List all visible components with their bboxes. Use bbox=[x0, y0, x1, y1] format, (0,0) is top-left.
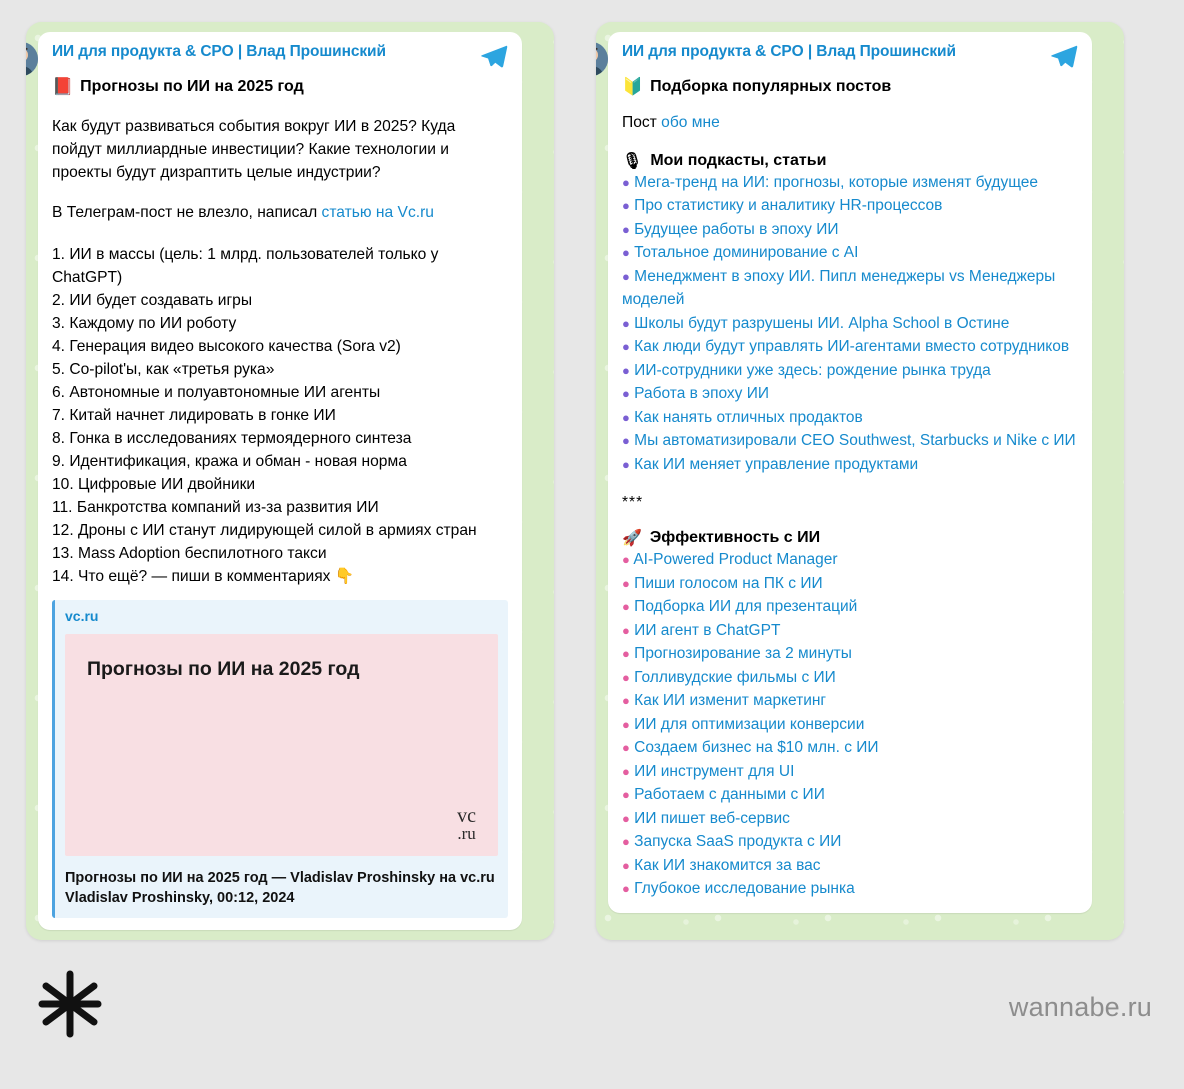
list-item bbox=[622, 619, 1078, 643]
bullet-icon: ● bbox=[622, 386, 630, 402]
bullet-icon: ● bbox=[622, 245, 630, 261]
list-item bbox=[622, 218, 1078, 242]
link-item[interactable]: Про статистику и аналитику HR-процессов bbox=[634, 197, 943, 215]
bullet-icon: ● bbox=[622, 669, 630, 685]
list-item bbox=[622, 241, 1078, 265]
link-item[interactable]: AI-Powered Product Manager bbox=[633, 551, 838, 569]
link-preview-image-title: Прогнозы по ИИ на 2025 год bbox=[87, 658, 360, 681]
rocket-emoji-icon: 🚀 bbox=[622, 530, 642, 548]
list-item: 6. Автономные и полуавтономные ИИ агенты bbox=[52, 384, 381, 402]
badge-emoji-icon: 🔰 bbox=[622, 77, 644, 96]
bullet-icon: ● bbox=[622, 315, 630, 331]
telegram-logo-icon bbox=[1050, 42, 1078, 70]
footer-bar bbox=[0, 944, 1184, 1089]
link-item[interactable]: Глубокое исследование рынка bbox=[634, 880, 855, 898]
link-item[interactable]: Мега-тренд на ИИ: прогнозы, которые изменят будущее bbox=[634, 173, 1039, 191]
list-item bbox=[622, 666, 1078, 690]
about-me-link[interactable]: обо мне bbox=[661, 114, 720, 131]
bullet-icon: ● bbox=[622, 362, 630, 378]
telegram-post-card-right bbox=[596, 22, 1124, 940]
link-item[interactable]: Тотальное доминирование с AI bbox=[634, 244, 859, 262]
bullet-icon: ● bbox=[622, 221, 630, 237]
link-item[interactable]: Как ИИ изменит маркетинг bbox=[634, 692, 827, 710]
efficiency-links-list bbox=[622, 548, 1078, 901]
bullet-icon: ● bbox=[622, 456, 630, 472]
link-item[interactable]: Менеджмент в эпоху ИИ. Пипл менеджеры vs Менеджеры моделей bbox=[622, 267, 1056, 309]
link-item[interactable]: ИИ для оптимизации конверсии bbox=[634, 715, 865, 733]
list-item: 2. ИИ будет создавать игры bbox=[52, 292, 253, 310]
list-item: 13. Mass Adoption беспилотного такси bbox=[52, 545, 327, 563]
microphone-emoji-icon: 🎙 bbox=[622, 152, 643, 170]
bullet-icon: ● bbox=[622, 575, 630, 591]
bullet-icon: ● bbox=[622, 433, 630, 449]
book-emoji-icon: 📕 bbox=[52, 77, 74, 96]
link-item[interactable]: ИИ инструмент для UI bbox=[634, 762, 795, 780]
section-header-efficiency-plain: Эффективность с bbox=[649, 529, 798, 547]
list-item bbox=[622, 265, 1078, 312]
link-item[interactable]: Как люди будут управлять ИИ-агентами вместо сотрудников bbox=[634, 338, 1070, 356]
post-note-paragraph bbox=[52, 202, 508, 225]
message-bubble-right bbox=[608, 32, 1092, 913]
list-item bbox=[622, 760, 1078, 784]
list-item bbox=[622, 877, 1078, 901]
section-divider: *** bbox=[622, 494, 644, 512]
list-item: 3. Каждому по ИИ роботу bbox=[52, 315, 237, 333]
list-item: 8. Гонка в исследованиях термоядерного синтеза bbox=[52, 430, 412, 448]
list-item bbox=[622, 807, 1078, 831]
list-item bbox=[622, 382, 1078, 406]
section-header-efficiency bbox=[622, 528, 1078, 548]
list-item: 12. Дроны с ИИ станут лидирующей силой в армиях стран bbox=[52, 522, 477, 540]
bullet-icon: ● bbox=[622, 646, 630, 662]
link-item[interactable]: ИИ пишет веб-сервис bbox=[634, 809, 790, 827]
list-item bbox=[622, 312, 1078, 336]
link-item[interactable]: Пиши голосом на ПК с ИИ bbox=[634, 574, 823, 592]
list-item bbox=[622, 854, 1078, 878]
vc-logo-bottom: .ru bbox=[457, 824, 476, 844]
section-header-efficiency-bold: ИИ bbox=[797, 529, 821, 547]
link-item[interactable]: ИИ агент в ChatGPT bbox=[634, 621, 781, 639]
list-item: 1. ИИ в массы (цель: 1 млрд. пользователей только у ChatGPT) bbox=[52, 246, 439, 287]
bullet-icon: ● bbox=[622, 740, 630, 756]
list-item bbox=[622, 453, 1078, 477]
message-bubble-left bbox=[38, 32, 522, 930]
section-header-podcasts bbox=[622, 151, 1078, 171]
message-header-right bbox=[622, 42, 1078, 68]
bullet-icon: ● bbox=[622, 268, 630, 284]
list-item bbox=[622, 713, 1078, 737]
link-item[interactable]: Запуска SaaS продукта с ИИ bbox=[634, 833, 842, 851]
telegram-logo-icon bbox=[480, 42, 508, 70]
list-item bbox=[622, 406, 1078, 430]
post-intro-paragraph: Как будут развиваться события вокруг ИИ в 2025? Куда пойдут миллиардные инвестиции? Какие технологии и проекты будут дизраптить целые индустрии? bbox=[52, 118, 456, 181]
link-item[interactable]: Работаем с данными с ИИ bbox=[634, 786, 825, 804]
link-preview[interactable] bbox=[52, 600, 508, 918]
link-preview-subcaption: Vladislav Proshinsky, 00:12, 2024 bbox=[65, 890, 295, 907]
list-item bbox=[622, 642, 1078, 666]
list-item bbox=[622, 689, 1078, 713]
watermark-text: wannabe.ru bbox=[1008, 992, 1152, 1022]
list-item bbox=[622, 359, 1078, 383]
about-prefix: Пост bbox=[622, 114, 662, 131]
link-item[interactable]: ИИ-сотрудники уже здесь: рождение рынка труда bbox=[634, 361, 991, 379]
list-item bbox=[622, 830, 1078, 854]
bullet-icon: ● bbox=[622, 339, 630, 355]
list-item bbox=[622, 572, 1078, 596]
post-title-left bbox=[52, 76, 508, 98]
list-item bbox=[622, 194, 1078, 218]
list-item bbox=[622, 429, 1078, 453]
post-title-right bbox=[622, 76, 1078, 98]
vc-article-link[interactable]: статью на Vc.ru bbox=[321, 204, 434, 222]
section-header-efficiency-text bbox=[650, 529, 820, 547]
bullet-icon: ● bbox=[622, 622, 630, 638]
link-item[interactable]: Как ИИ меняет управление продуктами bbox=[634, 455, 919, 473]
link-item[interactable]: Будущее работы в эпоху ИИ bbox=[634, 220, 839, 238]
link-item[interactable]: Подборка ИИ для презентаций bbox=[634, 598, 858, 616]
post-note-prefix: В Телеграм-пост не влезло, написал bbox=[52, 204, 322, 222]
bullet-icon: ● bbox=[622, 763, 630, 779]
link-item[interactable]: Как ИИ знакомится за вас bbox=[634, 856, 821, 874]
list-item: 11. Банкротства компаний из-за развития ИИ bbox=[52, 499, 379, 517]
list-item: 5. Co-pilot'ы, как «третья рука» bbox=[52, 361, 275, 379]
telegram-post-card-left bbox=[26, 22, 554, 940]
predictions-list bbox=[52, 243, 508, 588]
link-preview-image bbox=[65, 634, 498, 856]
list-item bbox=[622, 335, 1078, 359]
link-item[interactable]: Школы будут разрушены ИИ. Alpha School в Остине bbox=[634, 314, 1010, 332]
link-item[interactable]: Работа в эпоху ИИ bbox=[634, 385, 770, 403]
link-item[interactable]: Как нанять отличных продактов bbox=[634, 408, 863, 426]
podcast-links-list bbox=[622, 171, 1078, 477]
channel-name-left[interactable]: ИИ для продукта & CPO | Влад Прошинский bbox=[52, 43, 386, 60]
list-item bbox=[622, 548, 1078, 572]
bullet-icon: ● bbox=[622, 552, 630, 568]
link-item[interactable]: Прогнозирование за 2 минуты bbox=[634, 645, 852, 663]
bullet-icon: ● bbox=[622, 716, 630, 732]
list-item bbox=[622, 595, 1078, 619]
link-item[interactable]: Мы автоматизировали CEO Southwest, Starbucks и Nike с ИИ bbox=[634, 432, 1076, 450]
bullet-icon: ● bbox=[622, 198, 630, 214]
bullet-icon: ● bbox=[622, 693, 630, 709]
bullet-icon: ● bbox=[622, 787, 630, 803]
list-item bbox=[622, 736, 1078, 760]
post-title-text-left: Прогнозы по ИИ на 2025 год bbox=[80, 78, 304, 95]
list-item bbox=[622, 171, 1078, 195]
link-item[interactable]: Создаем бизнес на $10 млн. с ИИ bbox=[634, 739, 879, 757]
bullet-icon: ● bbox=[622, 599, 630, 615]
link-preview-caption: Прогнозы по ИИ на 2025 год — Vladislav Proshinsky на vc.ru bbox=[65, 870, 495, 887]
vc-logo-top: vc bbox=[457, 805, 476, 828]
brand-logo-icon bbox=[34, 968, 106, 1040]
list-item: 9. Идентификация, кража и обман - новая норма bbox=[52, 453, 407, 471]
list-item: 4. Генерация видео высокого качества (Sora v2) bbox=[52, 338, 401, 356]
about-paragraph bbox=[622, 112, 1078, 135]
list-item: 10. Цифровые ИИ двойники bbox=[52, 476, 256, 494]
list-item: 14. Что ещё? — пиши в комментариях 👇 bbox=[52, 568, 355, 586]
list-item bbox=[622, 783, 1078, 807]
bullet-icon: ● bbox=[622, 881, 630, 897]
post-title-text-right: Подборка популярных постов bbox=[650, 78, 892, 95]
message-header-left bbox=[52, 42, 508, 68]
channel-name-right[interactable]: ИИ для продукта & CPO | Влад Прошинский bbox=[622, 43, 956, 60]
bullet-icon: ● bbox=[622, 834, 630, 850]
link-preview-site: vc.ru bbox=[65, 608, 99, 625]
bullet-icon: ● bbox=[622, 810, 630, 826]
vc-ru-logo bbox=[457, 805, 476, 844]
bullet-icon: ● bbox=[622, 409, 630, 425]
list-item: 7. Китай начнет лидировать в гонке ИИ bbox=[52, 407, 336, 425]
bullet-icon: ● bbox=[622, 174, 630, 190]
link-item[interactable]: Голливудские фильмы с ИИ bbox=[634, 668, 836, 686]
section-header-podcasts-text: Мои подкасты, статьи bbox=[650, 151, 827, 169]
bullet-icon: ● bbox=[622, 857, 630, 873]
